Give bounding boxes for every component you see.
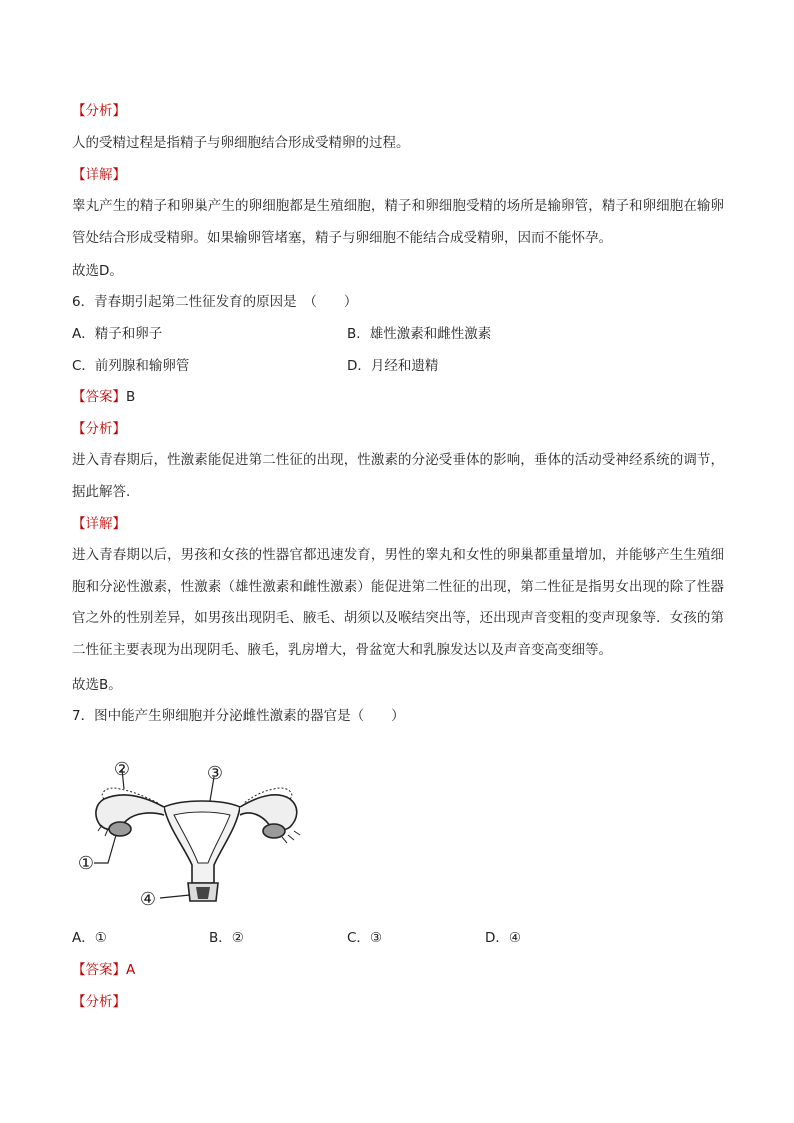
analysis-text-q5: 人的受精过程是指精子与卵细胞结合形成受精卵的过程。: [72, 135, 410, 151]
question-7: 7．图中能产生卵细胞并分泌雌性激素的器官是（ ）: [72, 708, 405, 724]
detail-text-q5: 睾丸产生的精子和卵巢产生的卵细胞都是生殖细胞，精子和卵细胞受精的场所是输卵管，精子和卵细胞在输卵管处结合形成受精卵。如果输卵管堵塞，精子与卵细胞不能结合成受精卵，因而不能怀孕。: [72, 198, 724, 246]
analysis-text-q6: 进入青春期后，性激素能促进第二性征的出现，性激素的分泌受垂体的影响，垂体的活动受神经系统的调节，据此解答.: [72, 452, 724, 500]
option-7c: C．③: [347, 930, 383, 946]
question-6: 6．青春期引起第二性征发育的原因是 （ ）: [72, 294, 358, 310]
option-7a: A．①: [72, 930, 107, 946]
answer-value: B: [126, 389, 136, 405]
option-6a: A．精子和卵子: [72, 326, 163, 342]
figure-label-1: ①: [77, 853, 95, 874]
detail-text-q6: 进入青春期以后，男孩和女孩的性器官都迅速发育，男性的睾丸和女性的卵巢都重量增加，并能够产生生殖细胞和分泌性激素，性激素（雄性激素和雌性激素）能促进第二性征的出现，第二性征是指男女出现的除了性器官之外的性别差异，如男孩出现阴毛、腋毛、胡须以及喉结突出等，还出现声音变粗的变声现象等．女孩的第二性征主要表现为出现阴毛、腋毛，乳房增大，骨盆宽大和乳腺发达以及声音变高变细等。: [72, 547, 724, 658]
conclusion-q6: 故选B。: [72, 677, 122, 693]
answer-6: [72, 387, 135, 407]
answer-label: 【答案】: [72, 962, 126, 978]
female-reproductive-system-diagram: [72, 755, 302, 915]
figure-label-4: ④: [139, 889, 157, 910]
analysis-label-q7: 【分析】: [72, 994, 126, 1010]
figure-label-2: ②: [113, 759, 131, 780]
option-7d: D．④: [485, 930, 521, 946]
conclusion-q5: 故选D。: [72, 263, 123, 279]
answer-label: 【答案】: [72, 389, 126, 405]
answer-7: [72, 960, 135, 980]
analysis-label-q5: 【分析】: [72, 103, 126, 119]
detail-label-q5: 【详解】: [72, 167, 126, 183]
answer-value: A: [126, 962, 136, 978]
option-7b: B．②: [209, 930, 244, 946]
option-6c: C．前列腺和输卵管: [72, 358, 190, 374]
option-6b: B．雄性激素和雌性激素: [347, 326, 492, 342]
detail-label-q6: 【详解】: [72, 516, 126, 532]
analysis-label-q6: 【分析】: [72, 421, 126, 437]
figure-label-3: ③: [206, 763, 224, 784]
option-6d: D．月经和遗精: [347, 358, 439, 374]
